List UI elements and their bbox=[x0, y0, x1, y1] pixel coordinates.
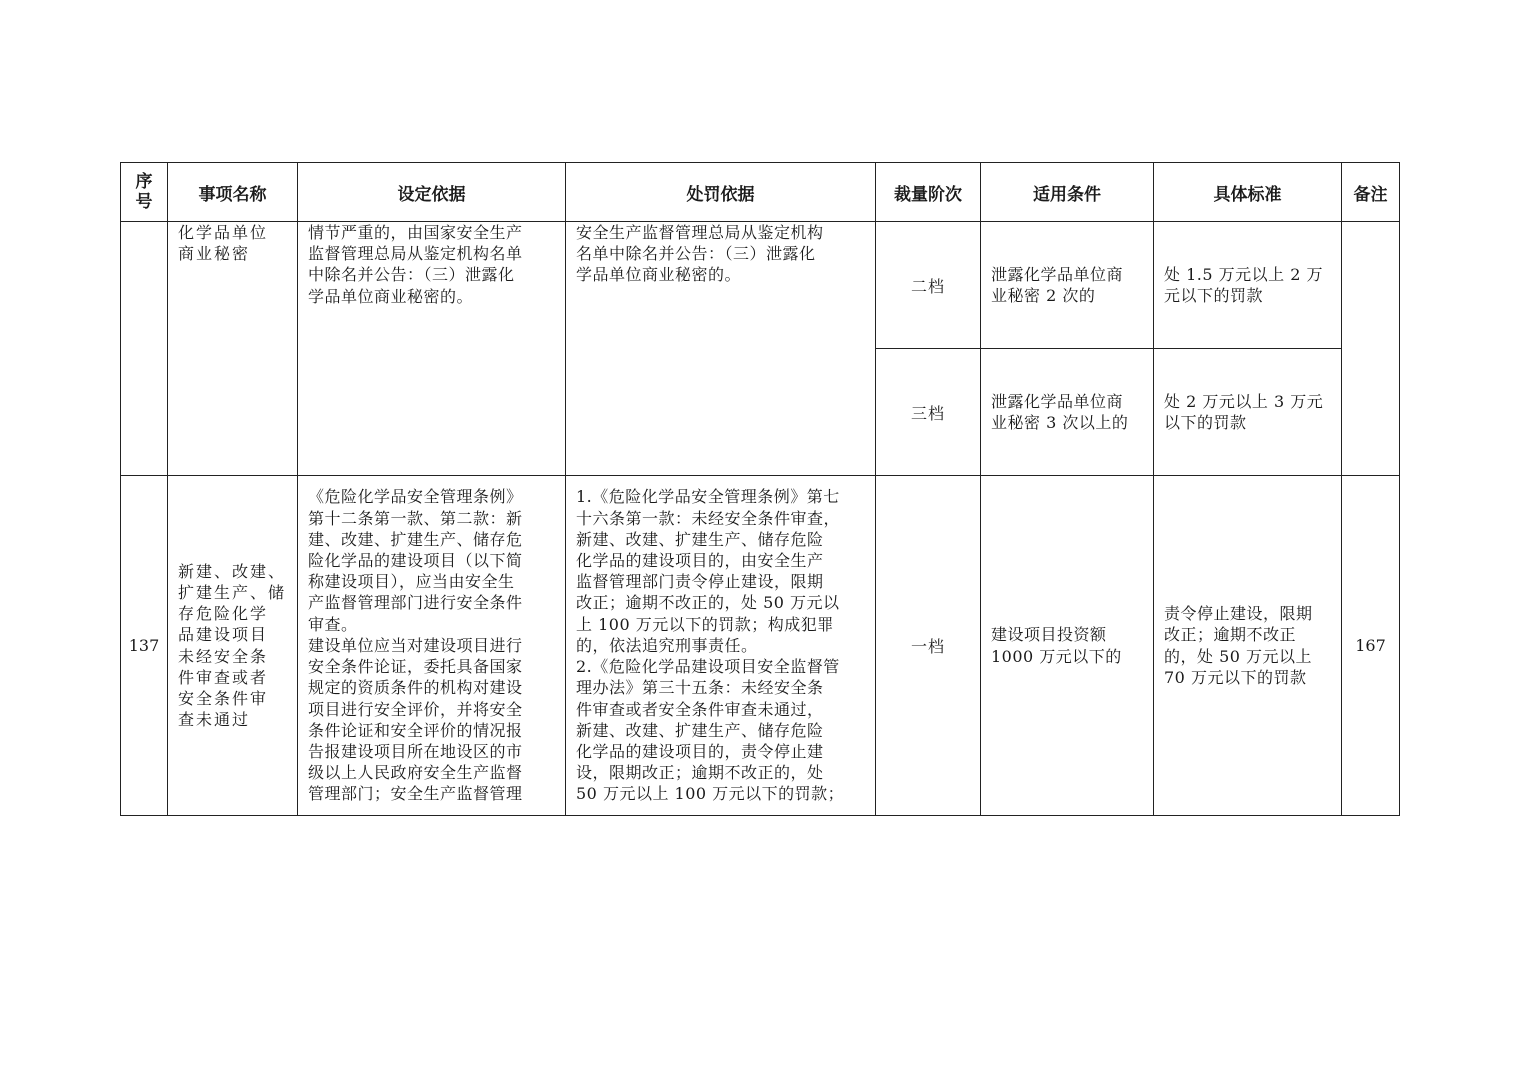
continued-item-name: 化学品单位 商业秘密 bbox=[178, 223, 269, 264]
row137-basis-setting: 《危险化学品安全管理条例》 第十二条第一款、第二款：新 建、改建、扩建生产、储存危 险化学品的建设项目（以下简 称建设项目），应当由安全生 产监督管理部门进行安全条件 审查。 建设单位应当对建设项目进行 安全条件论证，委托具备国家 规定的资质条件的机构对建设 项目进行安全评价，并将安全 条件论证和安全评价的情况报 告报建设项目所在地设区的市 级以上人民政府安全生产监督 管理部门；安全生产监督管理 bbox=[308, 487, 523, 804]
row137-remark: 167 bbox=[1355, 636, 1386, 655]
continued-item-name-cell bbox=[168, 222, 298, 476]
condition-tier-3-cell bbox=[981, 349, 1154, 476]
continued-basis-setting-cell bbox=[298, 222, 566, 476]
standard-tier-3: 处 2 万元以上 3 万元 以下的罚款 bbox=[1164, 391, 1324, 432]
row137-condition: 建设项目投资额 1000 万元以下的 bbox=[991, 625, 1122, 666]
row137-seq: 137 bbox=[128, 636, 160, 655]
tier-2: 二档 bbox=[910, 276, 945, 296]
header-basis-penalty: 处罚依据 bbox=[566, 163, 876, 222]
row137-basis-setting-cell bbox=[298, 476, 566, 816]
continued-basis-penalty: 安全生产监督管理总局从鉴定机构 名单中除名并公告：（三）泄露化 学品单位商业秘密的。 bbox=[576, 223, 824, 285]
standard-tier-2-cell bbox=[1154, 222, 1342, 349]
condition-tier-2-cell bbox=[981, 222, 1154, 349]
standard-tier-2: 处 1.5 万元以上 2 万 元以下的罚款 bbox=[1164, 264, 1323, 305]
table-row bbox=[121, 476, 1400, 816]
header-tier: 裁量阶次 bbox=[876, 163, 981, 222]
row137-remark-cell bbox=[1342, 476, 1400, 816]
header-standard: 具体标准 bbox=[1154, 163, 1342, 222]
penalty-discretion-table bbox=[120, 162, 1400, 816]
table-header-row bbox=[121, 163, 1400, 222]
header-condition: 适用条件 bbox=[981, 163, 1154, 222]
row137-seq-cell bbox=[121, 476, 168, 816]
row137-basis-penalty: 1.《危险化学品安全管理条例》第七 十六条第一款：未经安全条件审查， 新建、改建、扩建生产、储存危险 化学品的建设项目的，由安全生产 监督管理部门责令停止建设，限期 改正；逾期不改正的，处 50 万元以 上 100 万元以下的罚款；构成犯罪 的，依法追究刑事责任。 2.《危险化学品建设项目安全监督管 理办法》第三十五条：未经安全条 件审查或者安全条件审查未通过， 新建、改建、扩建生产、储存危险 化学品的建设项目的，责令停止建 设，限期改正；逾期不改正的，处 50 万元以上 100 万元以下的罚款； bbox=[576, 487, 845, 804]
condition-tier-2: 泄露化学品单位商 业秘密 2 次的 bbox=[991, 264, 1124, 305]
continued-basis-setting: 情节严重的，由国家安全生产 监督管理总局从鉴定机构名单 中除名并公告：（三）泄露化 学品单位商业秘密的。 bbox=[308, 223, 523, 306]
continued-seq-cell bbox=[121, 222, 168, 476]
row137-basis-penalty-cell bbox=[566, 476, 876, 816]
condition-tier-3: 泄露化学品单位商 业秘密 3 次以上的 bbox=[991, 391, 1129, 432]
header-seq: 序 号 bbox=[121, 163, 168, 222]
row137-standard-cell bbox=[1154, 476, 1342, 816]
row137-item-name: 新建、改建、 扩建生产、储 存危险化学 品建设项目 未经安全条 件审查或者 安全条件审 查未通过 bbox=[178, 561, 287, 730]
row137-condition-cell bbox=[981, 476, 1154, 816]
row137-tier-cell bbox=[876, 476, 981, 816]
row137-item-name-cell bbox=[168, 476, 298, 816]
header-basis-setting: 设定依据 bbox=[298, 163, 566, 222]
header-item-name: 事项名称 bbox=[168, 163, 298, 222]
header-remark: 备注 bbox=[1342, 163, 1400, 222]
tier-2-cell bbox=[876, 222, 981, 349]
tier-3-cell bbox=[876, 349, 981, 476]
continued-basis-penalty-cell bbox=[566, 222, 876, 476]
table-row bbox=[121, 222, 1400, 349]
row137-standard: 责令停止建设，限期 改正；逾期不改正 的，处 50 万元以上 70 万元以下的罚款 bbox=[1164, 604, 1313, 687]
row137-tier: 一档 bbox=[910, 637, 945, 656]
tier-3: 三档 bbox=[910, 403, 945, 423]
standard-tier-3-cell bbox=[1154, 349, 1342, 476]
continued-remark-cell bbox=[1342, 222, 1400, 476]
